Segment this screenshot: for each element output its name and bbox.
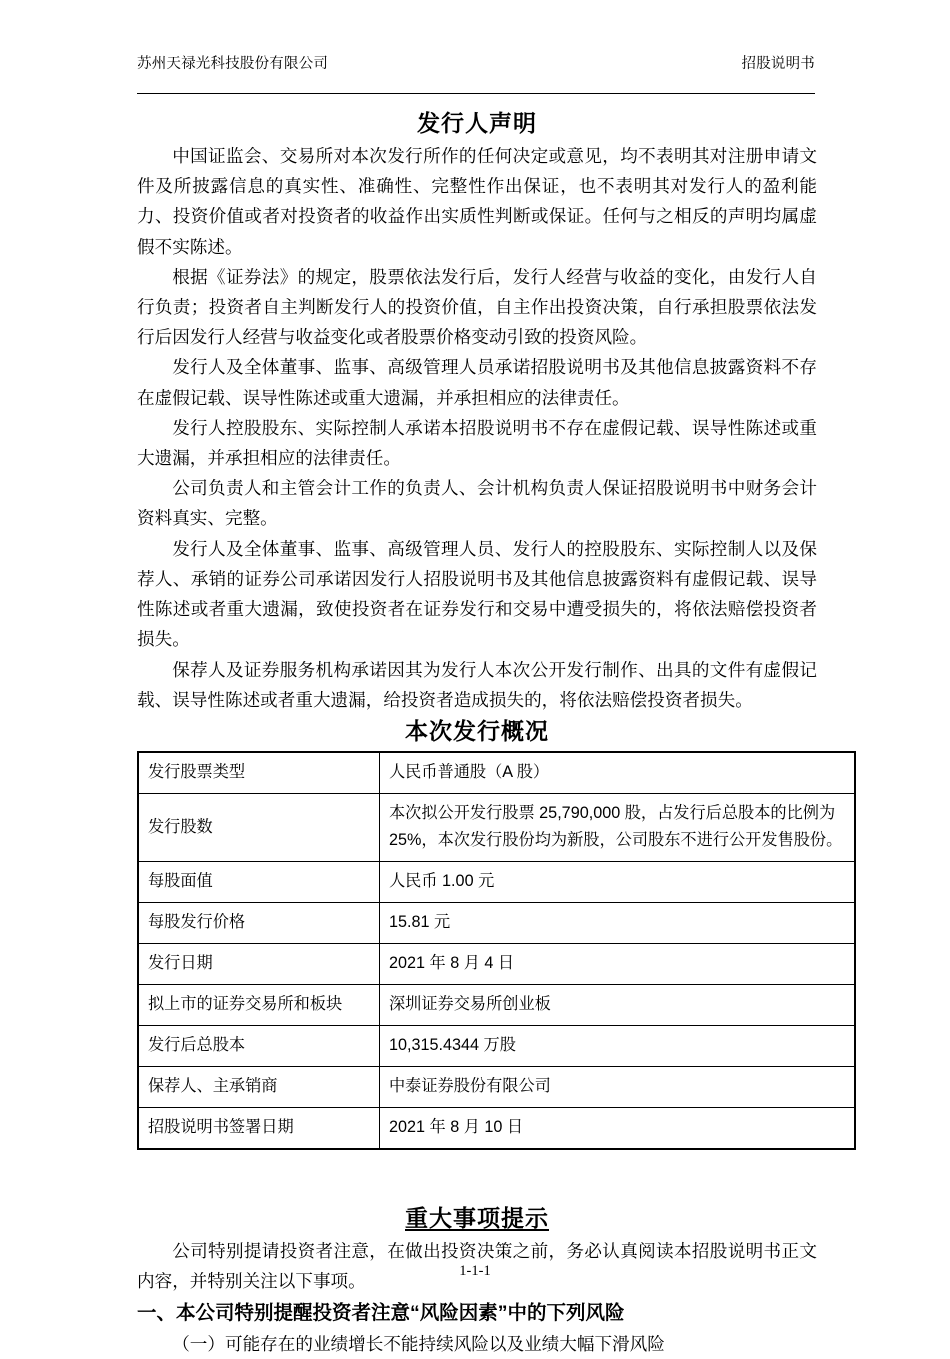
page-title: 发行人声明 — [417, 110, 537, 136]
declaration-paragraph: 发行人及全体董事、监事、高级管理人员承诺招股说明书及其他信息披露资料不存在虚假记载、误导性陈述或重大遗漏，并承担相应的法律责任。 — [137, 357, 817, 408]
material-matters-intro: 公司特别提请投资者注意，在做出投资决策之前，务必认真阅读本招股说明书正文内容，并特别关注以下事项。 — [137, 1241, 817, 1292]
table-row — [138, 944, 855, 985]
table-cell-label: 发行股数 — [138, 794, 380, 862]
table-cell-label: 发行后总股本 — [138, 1026, 380, 1067]
table-row — [138, 862, 855, 903]
table-cell-label: 发行股票类型 — [138, 752, 380, 794]
table-row — [138, 903, 855, 944]
table-cell-value: 2021 年 8 月 10 日 — [380, 1108, 856, 1150]
material-matters-heading-2: （一）可能存在的业绩增长不能持续风险以及业绩大幅下滑风险 — [172, 1333, 665, 1354]
header-doc-type: 招股说明书 — [741, 56, 815, 72]
table-row — [138, 794, 855, 862]
declaration-paragraph: 保荐人及证券服务机构承诺因其为发行人本次公开发行制作、出具的文件有虚假记载、误导性陈述或者重大遗漏，给投资者造成损失的，将依法赔偿投资者损失。 — [137, 659, 817, 710]
table-cell-label: 每股发行价格 — [138, 903, 380, 944]
table-row — [138, 985, 855, 1026]
declaration-paragraph: 发行人控股股东、实际控制人承诺本招股说明书不存在虚假记载、误导性陈述或重大遗漏，并承担相应的法律责任。 — [137, 417, 817, 469]
offering-overview-table-wrapper — [137, 751, 843, 1150]
table-row — [138, 1067, 855, 1108]
header-company-name: 苏州天禄光科技股份有限公司 — [137, 56, 329, 72]
spacer — [137, 1150, 817, 1202]
offering-overview-table — [137, 751, 856, 1150]
offering-overview-title: 本次发行概况 — [405, 717, 549, 744]
material-matters-heading-1: 一、本公司特别提醒投资者注意“风险因素”中的下列风险 — [137, 1301, 625, 1324]
table-cell-label: 保荐人、主承销商 — [138, 1067, 380, 1108]
page-content — [137, 108, 843, 1359]
material-matters-title: 重大事项提示 — [405, 1205, 549, 1232]
table-cell-value: 10,315.4344 万股 — [380, 1026, 856, 1067]
table-row — [138, 1108, 855, 1150]
table-cell-label: 招股说明书签署日期 — [138, 1108, 380, 1150]
table-cell-value: 本次拟公开发行股票 25,790,000 股，占发行后总股本的比例为 25%，本次发行股份均为新股，公司股东不进行公开发售股份。 — [380, 794, 856, 862]
running-header — [137, 56, 815, 73]
table-row — [138, 752, 855, 794]
declaration-paragraph: 公司负责人和主管会计工作的负责人、会计机构负责人保证招股说明书中财务会计资料真实、完整。 — [137, 478, 817, 529]
table-row — [138, 1026, 855, 1067]
table-cell-value: 人民币 1.00 元 — [380, 862, 856, 903]
declaration-paragraph: 中国证监会、交易所对本次发行所作的任何决定或意见，均不表明其对注册申请文件及所披露信息的真实性、准确性、完整性作出保证，也不表明其对发行人的盈利能力、投资价值或者对投资者的收益作出实质性判断或保证。任何与之相反的声明均属虚假不实陈述。 — [137, 146, 817, 257]
footer-page-number: 1-1-1 — [459, 1263, 491, 1279]
declaration-paragraph: 发行人及全体董事、监事、高级管理人员、发行人的控股股东、实际控制人以及保荐人、承销的证券公司承诺因发行人招股说明书及其他信息披露资料有虚假记载、误导性陈述或者重大遗漏，致使投资者在证券发行和交易中遭受损失的，将依法赔偿投资者损失。 — [137, 538, 817, 650]
table-cell-value: 2021 年 8 月 4 日 — [380, 944, 856, 985]
declaration-paragraph: 根据《证券法》的规定，股票依法发行后，发行人经营与收益的变化，由发行人自行负责；投资者自主判断发行人的投资价值，自主作出投资决策，自行承担股票依法发行后因发行人经营与收益变化或者股票价格变动引致的投资风险。 — [137, 266, 817, 348]
table-cell-label: 发行日期 — [138, 944, 380, 985]
table-cell-value: 15.81 元 — [380, 903, 856, 944]
table-cell-label: 每股面值 — [138, 862, 380, 903]
header-divider — [137, 93, 815, 94]
table-cell-value: 中泰证券股份有限公司 — [380, 1067, 856, 1108]
table-cell-value: 人民币普通股（A 股） — [380, 752, 856, 794]
table-cell-label: 拟上市的证券交易所和板块 — [138, 985, 380, 1026]
table-cell-value: 深圳证券交易所创业板 — [380, 985, 856, 1026]
